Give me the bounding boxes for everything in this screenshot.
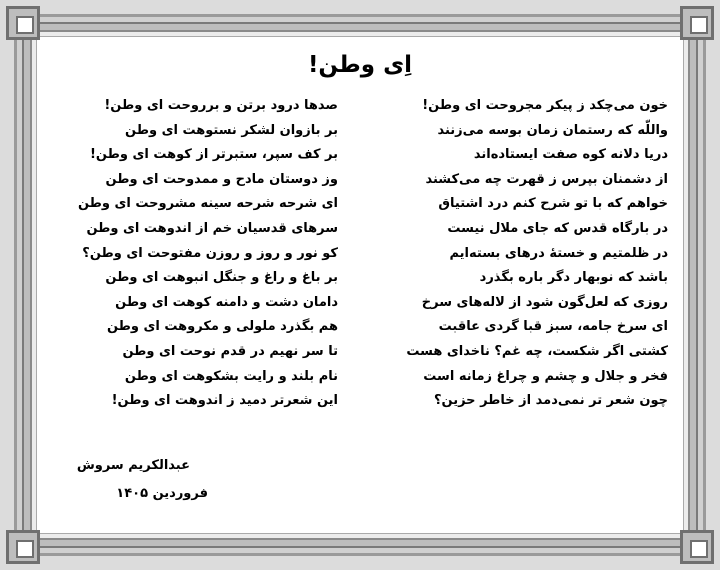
corner-ornament-bottom-left <box>6 530 40 564</box>
verse-line: ای شرحه شرحه سینه مشروحت ای وطن <box>77 196 338 212</box>
verse-line: دامان دشت و دامنه کوهت ای وطن <box>115 294 338 310</box>
verse-line: نام بلند و رایت بشکوهت ای وطن <box>124 368 338 384</box>
verse-line: تا سر نهیم در قدم نوحت ای وطن <box>122 343 338 359</box>
poem-left-column <box>56 94 338 414</box>
verse-line: ای سرخ جامه، سبز قبا گردی عاقبت <box>438 319 668 335</box>
poem-right-column <box>386 94 668 414</box>
verse-line: سرهای قدسیان خم از اندوهت ای وطن <box>86 220 338 236</box>
verse-line: این شعرتر دمید ز اندوهت ای وطن! <box>111 393 338 409</box>
verse-line: خون می‌چکد ز پیکر مجروحت ای وطن! <box>422 98 668 113</box>
verse-line: بر بازوان لشکر نستوهت ای وطن <box>125 122 338 138</box>
verse-line: روزی که لعل‌گون شود از لاله‌های سرخ <box>421 294 668 310</box>
corner-ornament-bottom-right <box>680 530 714 564</box>
verse-line: باشد که نوبهار دگر باره بگذرد <box>479 270 668 286</box>
verse-line: چون شعر تر نمی‌دمد از خاطر حزین؟ <box>433 393 668 409</box>
corner-ornament-top-right <box>680 6 714 40</box>
verse-line: وز دوستان مادح و ممدوحت ای وطن <box>105 171 338 187</box>
verse-line: کشتی اگر شکست، چه غم؟ ناخدای هست <box>406 343 668 359</box>
verse-line: در ظلمتیم و خستهٔ درهای بسته‌ایم <box>449 245 668 261</box>
verse-line: کو نور و روز و روزن مفتوحت ای وطن؟ <box>82 245 338 261</box>
verse-line: بر باغ و راغ و جنگل انبوهت ای وطن <box>105 270 338 286</box>
verse-line: صدها درود برتن و برروحت ای وطن! <box>104 98 338 113</box>
verse-line: بر کف سپر، ستبرتر از کوهت ای وطن! <box>89 147 338 163</box>
poem-title: اِی وطن! <box>307 52 413 78</box>
verse-line: از دشمنان بپرس ز قهرت چه می‌کشند <box>425 171 668 187</box>
verse-line: در بارگاه قدس که جای ملال نیست <box>447 220 668 236</box>
author-signature: عبدالکریم سروش <box>76 458 190 473</box>
verse-line: هم بگذرد ملولی و مکروهت ای وطن <box>106 319 338 335</box>
verse-line: واللّه که رستمان زمان بوسه می‌زنند <box>437 122 668 138</box>
verse-line: دریا دلانه کوه صفت ایستاده‌اند <box>473 147 668 163</box>
verse-line: خواهم که با تو شرح کنم درد اشتیاق <box>438 196 668 212</box>
poem-date: فروردین ۱۴۰۵ <box>116 486 208 501</box>
verse-line: فخر و جلال و چشم و چراغ زمانه است <box>423 368 668 384</box>
corner-ornament-top-left <box>6 6 40 40</box>
